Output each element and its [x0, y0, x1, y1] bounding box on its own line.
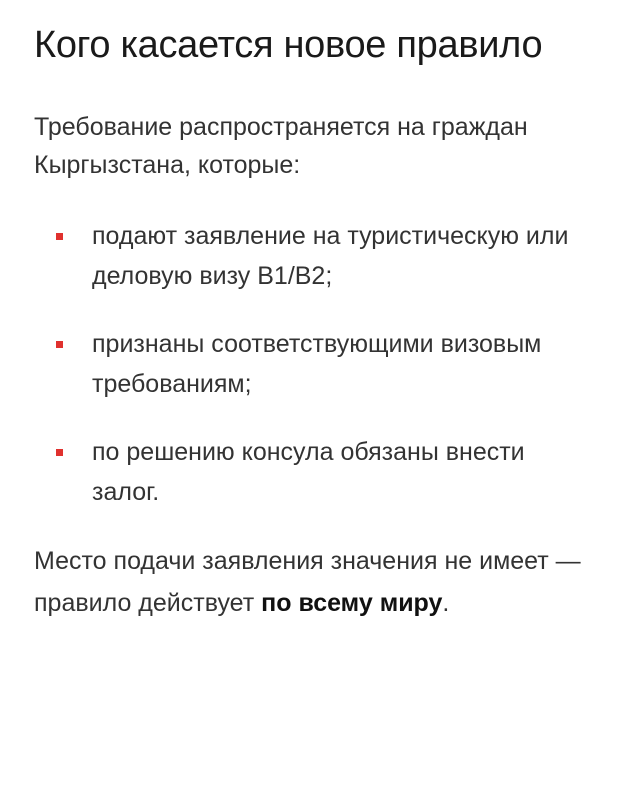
list-item-text: по решению консула обязаны внести залог.	[92, 438, 525, 506]
list-item-text: признаны соответствующими визовым требованиям;	[92, 330, 542, 398]
section-heading: Кого касается новое правило	[34, 24, 543, 66]
list-item-text: подают заявление на туристическую или деловую визу B1/B2;	[92, 222, 569, 290]
closing-emphasis: по всему миру	[261, 589, 443, 617]
list-item	[34, 324, 582, 404]
bullet-square-icon	[56, 449, 63, 456]
list-item	[34, 432, 582, 512]
closing-text: Место подачи заявления значения не имеет — правило действует	[34, 547, 581, 617]
closing-suffix: .	[442, 589, 450, 617]
requirements-list	[34, 216, 614, 512]
bullet-square-icon	[56, 341, 63, 348]
bullet-square-icon	[56, 233, 63, 240]
lead-paragraph: Требование распространяется на граждан Кыргызстана, которые:	[34, 113, 528, 179]
list-item	[34, 216, 582, 296]
closing-paragraph	[34, 540, 594, 624]
article-section	[34, 22, 614, 624]
